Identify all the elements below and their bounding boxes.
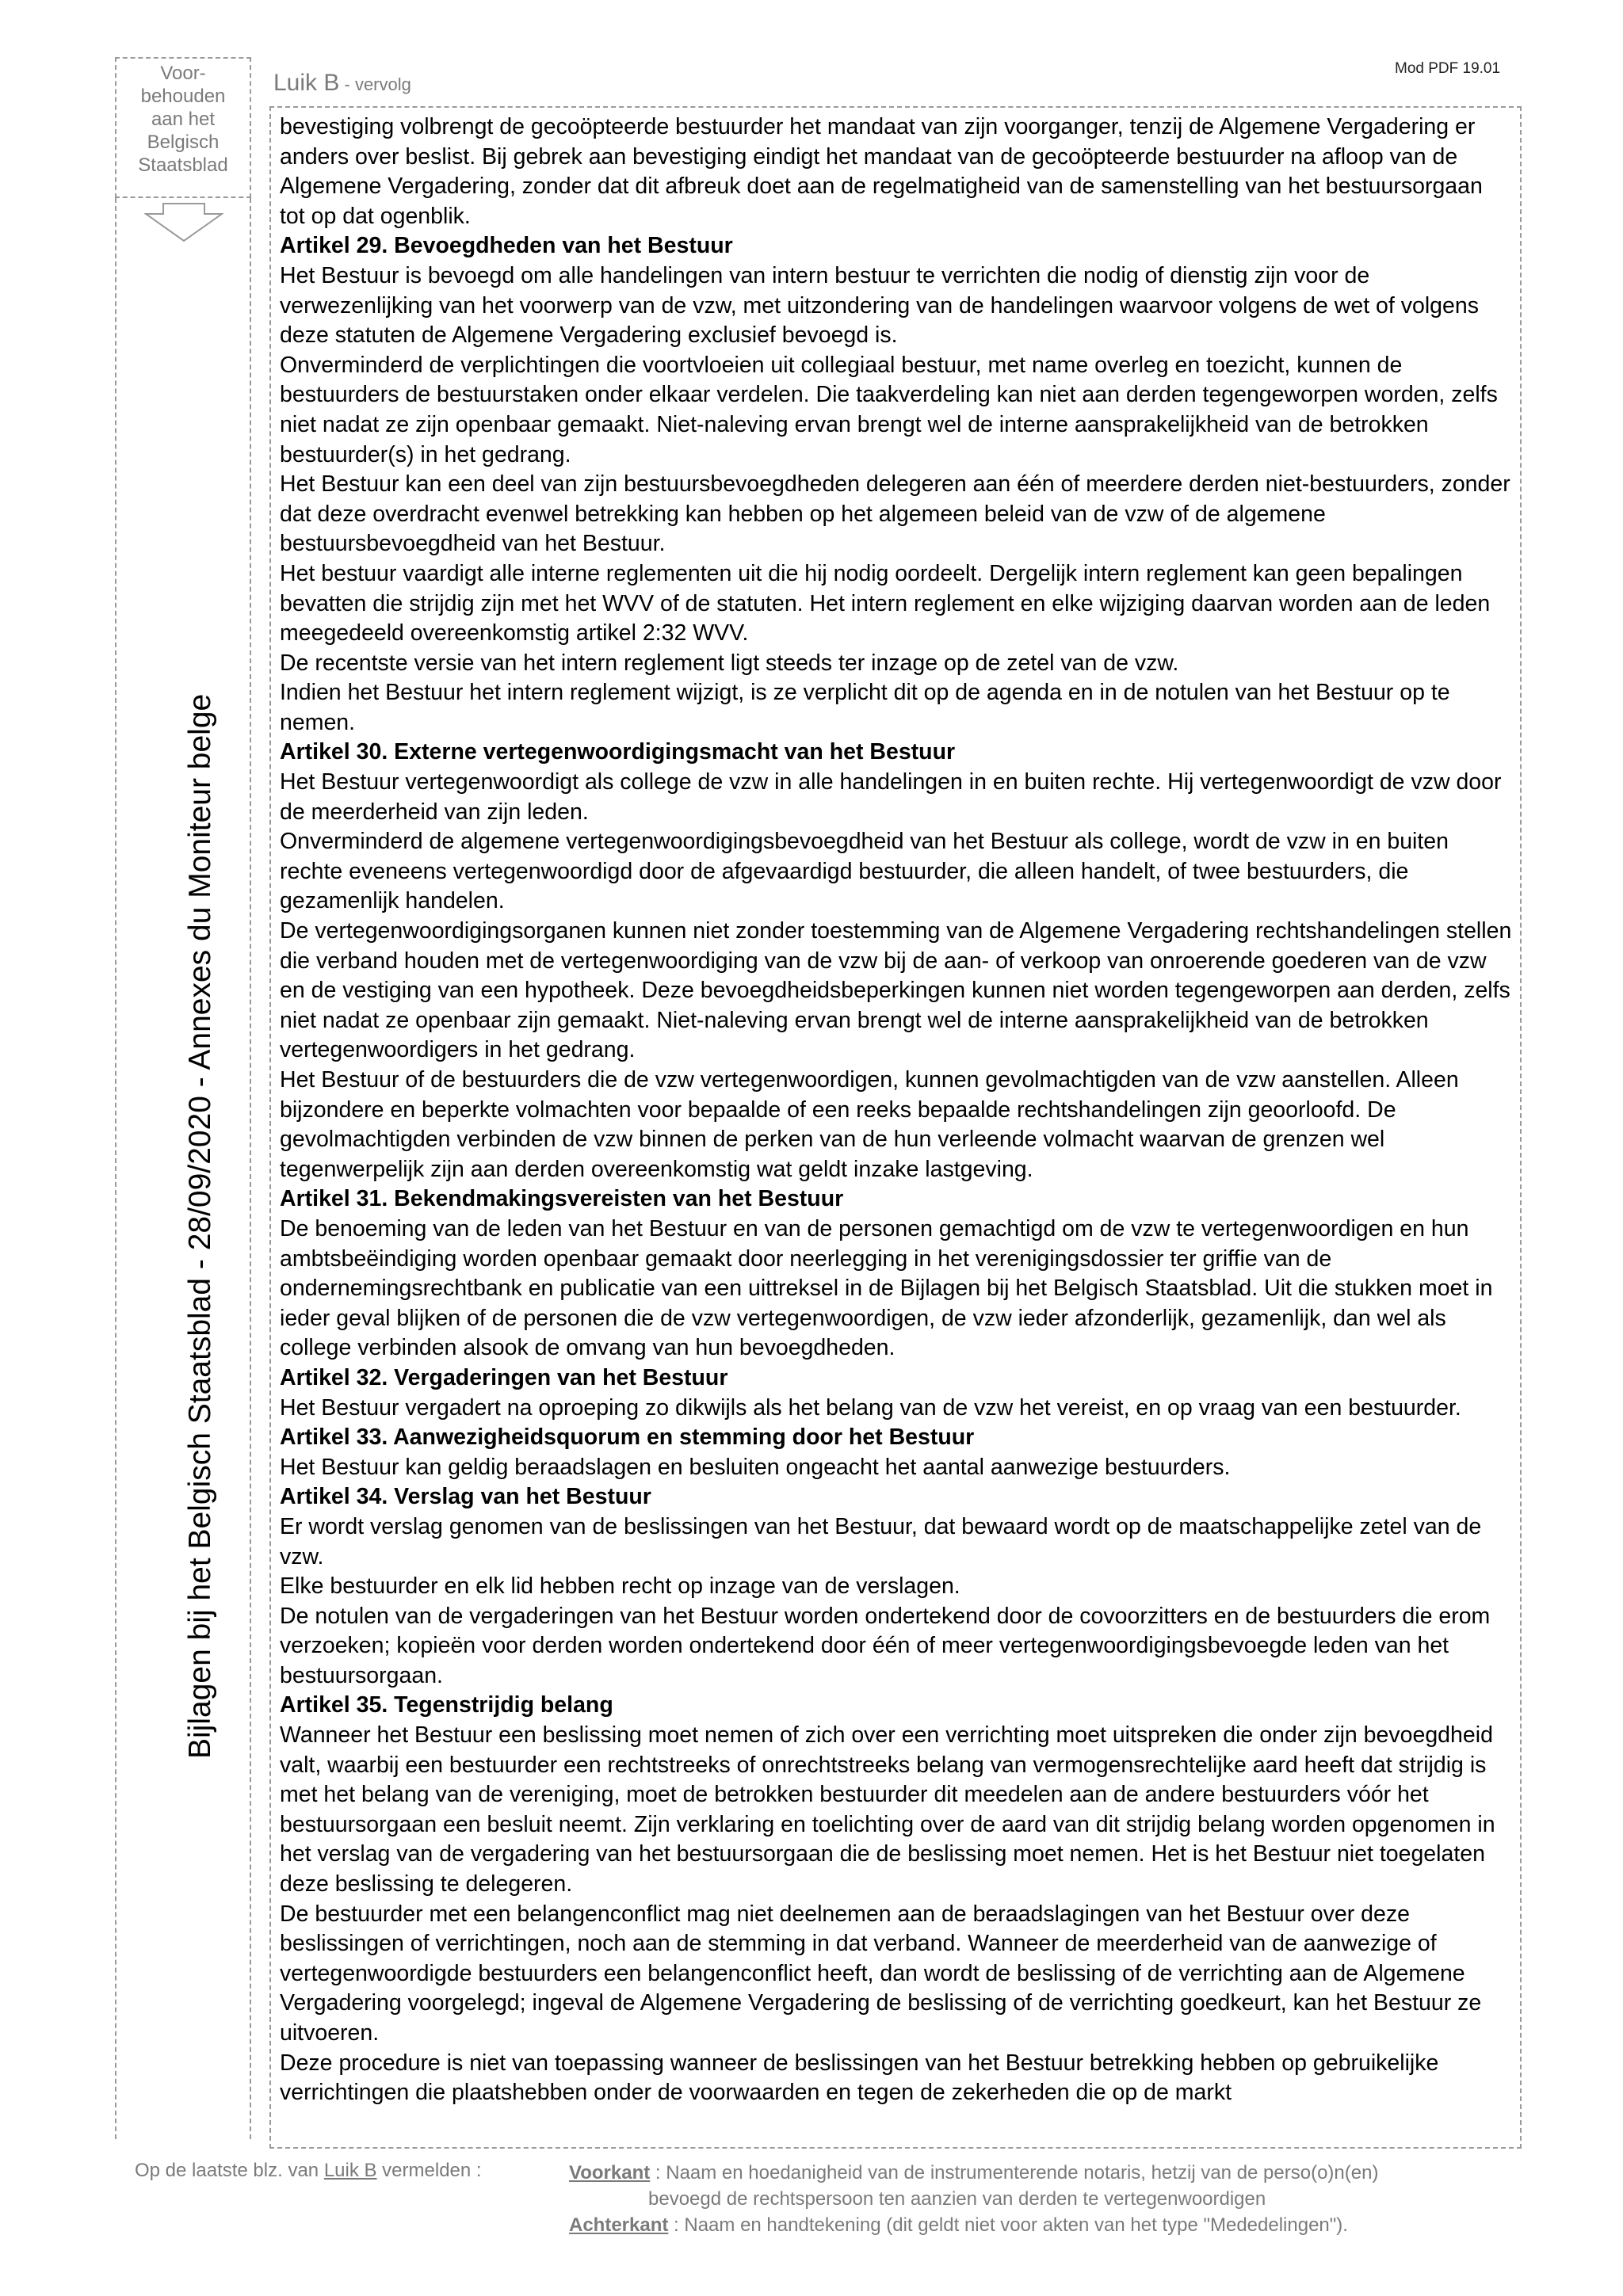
paragraph: Elke bestuurder en elk lid hebben recht op inzage van de verslagen. xyxy=(280,1573,960,1600)
paragraph: Het Bestuur is bevoegd om alle handelingen van intern bestuur te verrichten die nodig of dienstig zijn voor de verwezenlijking van het voorwerp van de vzw, met uitzondering van de handelingen waarvoor volgens de wet of volgens deze statuten de Algemene Vergadering exclusief bevoegd is. xyxy=(280,262,1479,349)
footer-prefix: Op de laatste blz. van xyxy=(135,2160,324,2181)
paragraph: Het Bestuur kan een deel van zijn bestuursbevoegdheden delegeren aan één of meerdere derden niet-bestuurders, zonder dat deze overdracht evenwel betrekking kan hebben op het algemeen beleid van de vzw of de algemene bestuursbevoegdheid van het Bestuur. xyxy=(280,471,1510,557)
article-heading: Artikel 30. Externe vertegenwoordigingsmacht van het Bestuur xyxy=(280,739,956,765)
article-heading: Artikel 35. Tegenstrijdig belang xyxy=(280,1692,613,1718)
reserved-line: Staatsblad xyxy=(138,154,228,176)
article-heading: Artikel 31. Bekendmakingsvereisten van het Bestuur xyxy=(280,1186,844,1212)
footer-suffix: vermelden : xyxy=(376,2160,482,2181)
section-name: Luik B xyxy=(273,70,340,96)
article-heading: Artikel 33. Aanwezigheidsquorum en stemming door het Bestuur xyxy=(280,1425,975,1451)
down-arrow-icon xyxy=(144,203,223,242)
document-body xyxy=(269,106,1522,2149)
voorkant-text-continued: bevoegd de rechtspersoon ten aanzien van derden te vertegenwoordigen xyxy=(648,2188,1266,2210)
section-title xyxy=(273,70,411,97)
article-heading: Artikel 29. Bevoegdheden van het Bestuur xyxy=(280,233,733,259)
paragraph: De notulen van de vergaderingen van het Bestuur worden ondertekend door de covoorzitters en de bestuurders die erom verzoeken; kopieën voor derden worden ondertekend door één of meer vertegenwoordigingsbevoegde leden van het bestuursorgaan. xyxy=(280,1603,1491,1688)
paragraph: Het Bestuur vergadert na oproeping zo dikwijls als het belang van de vzw het vereist, en op vraag van een bestuurder. xyxy=(280,1394,1461,1421)
publication-stamp: Bijlagen bij het Belgisch Staatsblad - 28/09/2020 - Annexes du Moniteur belge xyxy=(183,693,217,1759)
paragraph: Onverminderd de verplichtingen die voortvloeien uit collegiaal bestuur, met name overleg en toezicht, kunnen de bestuurders de bestuurstaken onder elkaar verdelen. Die taakverdeling kan niet aan derden tegengeworpen worden, zelfs niet nadat ze zijn openbaar gemaakt. Niet-naleving ervan brengt wel de interne aansprakelijkheid van de betrokken bestuurder(s) in het gedrang. xyxy=(280,352,1498,467)
paragraph: Het Bestuur kan geldig beraadslagen en besluiten ongeacht het aantal aanwezige bestuurders. xyxy=(280,1454,1231,1480)
paragraph: Deze procedure is niet van toepassing wanneer de beslissingen van het Bestuur betrekking hebben op gebruikelijke verrichtingen die plaatshebben onder de voorwaarden en tegen de zekerheden die op de markt xyxy=(280,2050,1439,2106)
paragraph: bevestiging volbrengt de gecoöpteerde bestuurder het mandaat van zijn voorganger, tenzij de Algemene Vergadering er anders over beslist. Bij gebrek aan bevestiging eindigt het mandaat van de gecoöpteerde bestuurder na afloop van de Algemene Vergadering, zonder dat dit afbreuk doet aan de regelmatigheid van de samenstelling van het bestuursorgaan tot op dat ogenblik. xyxy=(280,114,1483,229)
paragraph: Indien het Bestuur het intern reglement wijzigt, is ze verplicht dit op de agenda en in de notulen van het Bestuur op te nemen. xyxy=(280,680,1450,735)
footer-instruction xyxy=(135,2160,482,2182)
paragraph: De benoeming van de leden van het Bestuur en van de personen gemachtigd om de vzw te vertegenwoordigen en hun ambtsbeëindiging worden openbaar gemaakt door neerlegging in het verenigingsdossier ter griffie van de ondernemingsrechtbank en publicatie van een uittreksel in de Bijlagen bij het Belgisch Staatsblad. Uit die stukken moet in ieder geval blijken of de personen die de vzw vertegenwoordigen, de vzw ieder afzonderlijk, gezamenlijk, dan wel als college verbinden alsook de omvang van hun bevoegdheden. xyxy=(280,1215,1493,1361)
paragraph: De bestuurder met een belangenconflict mag niet deelnemen aan de beraadslagingen van het Bestuur over deze beslissingen of verrichtingen, noch aan de stemming in dat verband. Wanneer de meerderheid van de aanwezige of vertegenwoordigde bestuurders een belangenconflict heeft, dan wordt de beslissing of de verrichting aan de Algemene Vergadering voorgelegd; ingeval de Algemene Vergadering de beslissing of de verrichting goedkeurt, kan het Bestuur ze uitvoeren. xyxy=(280,1901,1482,2046)
section-subtitle: - vervolg xyxy=(339,74,411,94)
article-heading: Artikel 32. Vergaderingen van het Bestuur xyxy=(280,1364,728,1390)
footer-luik-link: Luik B xyxy=(323,2160,377,2181)
footer-achterkant xyxy=(569,2212,1378,2238)
achterkant-text: : Naam en handtekening (dit geldt niet voor akten van het type "Mededelingen"). xyxy=(668,2214,1348,2236)
paragraph: Het Bestuur vertegenwoordigt als college de vzw in alle handelingen in en buiten rechte. Hij vertegenwoordigt de vzw door de meerderheid van zijn leden. xyxy=(280,769,1502,825)
reserved-line: behouden xyxy=(140,86,226,107)
paragraph: De recentste versie van het intern reglement ligt steeds ter inzage op de zetel van de vzw. xyxy=(280,650,1179,676)
paragraph: Onverminderd de algemene vertegenwoordigingsbevoegdheid van het Bestuur als college, wordt de vzw in en buiten rechte eveneens vertegenwoordigd door de afgevaardigd bestuurder, die alleen handelt, of twee bestuurders, die gezamenlijk handelen. xyxy=(280,829,1449,914)
footer-notes xyxy=(569,2160,1378,2238)
paragraph: Er wordt verslag genomen van de beslissingen van het Bestuur, dat bewaard wordt op de maatschappelijke zetel van de vzw. xyxy=(280,1513,1482,1569)
form-code: Mod PDF 19.01 xyxy=(1395,60,1501,77)
margin-left-border xyxy=(115,198,116,2139)
paragraph: Het Bestuur of de bestuurders die de vzw vertegenwoordigen, kunnen gevolmachtigden van de vzw aanstellen. Alleen bijzondere en beperkte volmachten voor bepaalde of een reeks bepaalde rechtshandelingen zijn geoorloofd. De gevolmachtigden verbinden de vzw binnen de perken van de hun verleende volmacht waarvan de grenzen wel tegenwerpelijk zijn aan derden overeenkomstig wat geldt inzake lastgeving. xyxy=(280,1067,1459,1182)
paragraph: Wanneer het Bestuur een beslissing moet nemen of zich over een verrichting moet uitspreken die onder zijn bevoegdheid valt, waarbij een bestuurder een rechtstreeks of onrechtstreeks belang van vermogensrechtelijke aard heeft dat strijdig is met het belang van de vereniging, moet de betrokken bestuurder dit meedelen aan de andere bestuurders vóór het bestuursorgaan een besluit neemt. Zijn verklaring en toelichting over de aard van dit strijdig belang worden opgenomen in het verslag van de vergadering van het bestuursorgaan die de beslissing moet nemen. Het is het Bestuur niet toegelaten deze beslissing te delegeren. xyxy=(280,1722,1495,1897)
reserved-line: aan het xyxy=(151,109,216,130)
footer-voorkant xyxy=(569,2160,1378,2186)
article-heading: Artikel 34. Verslag van het Bestuur xyxy=(280,1484,651,1510)
paragraph: Het bestuur vaardigt alle interne reglementen uit die hij nodig oordeelt. Dergelijk intern reglement kan geen bepalingen bevatten die strijdig zijn met het WVV of de statuten. Het intern reglement en elke wijziging daarvan worden aan de leden meegedeeld overeenkomstig artikel 2:32 WVV. xyxy=(280,560,1491,646)
voorkant-label: Voorkant xyxy=(569,2162,651,2183)
paragraph: De vertegenwoordigingsorganen kunnen niet zonder toestemming van de Algemene Vergadering rechtshandelingen stellen die verband houden met de vertegenwoordiging van de vzw bij de aan- of verkoop van onroerende goederen van de vzw en de vestiging van een hypotheek. Deze bevoegdheidsbeperkingen kunnen niet worden tegengeworpen aan derden, zelfs niet nadat ze openbaar zijn gemaakt. Niet-naleving ervan brengt wel de interne aansprakelijkheid van de betrokken vertegenwoordigers in het gedrang. xyxy=(280,918,1512,1063)
reserved-line: Belgisch xyxy=(147,132,220,153)
reserved-line: Voor- xyxy=(160,63,206,84)
margin-right-border xyxy=(250,198,251,2139)
achterkant-label: Achterkant xyxy=(569,2214,669,2236)
voorkant-text: : Naam en hoedanigheid van de instrumenterende notaris, hetzij van de perso(o)n(en) xyxy=(650,2162,1379,2183)
reserved-box xyxy=(115,57,251,198)
